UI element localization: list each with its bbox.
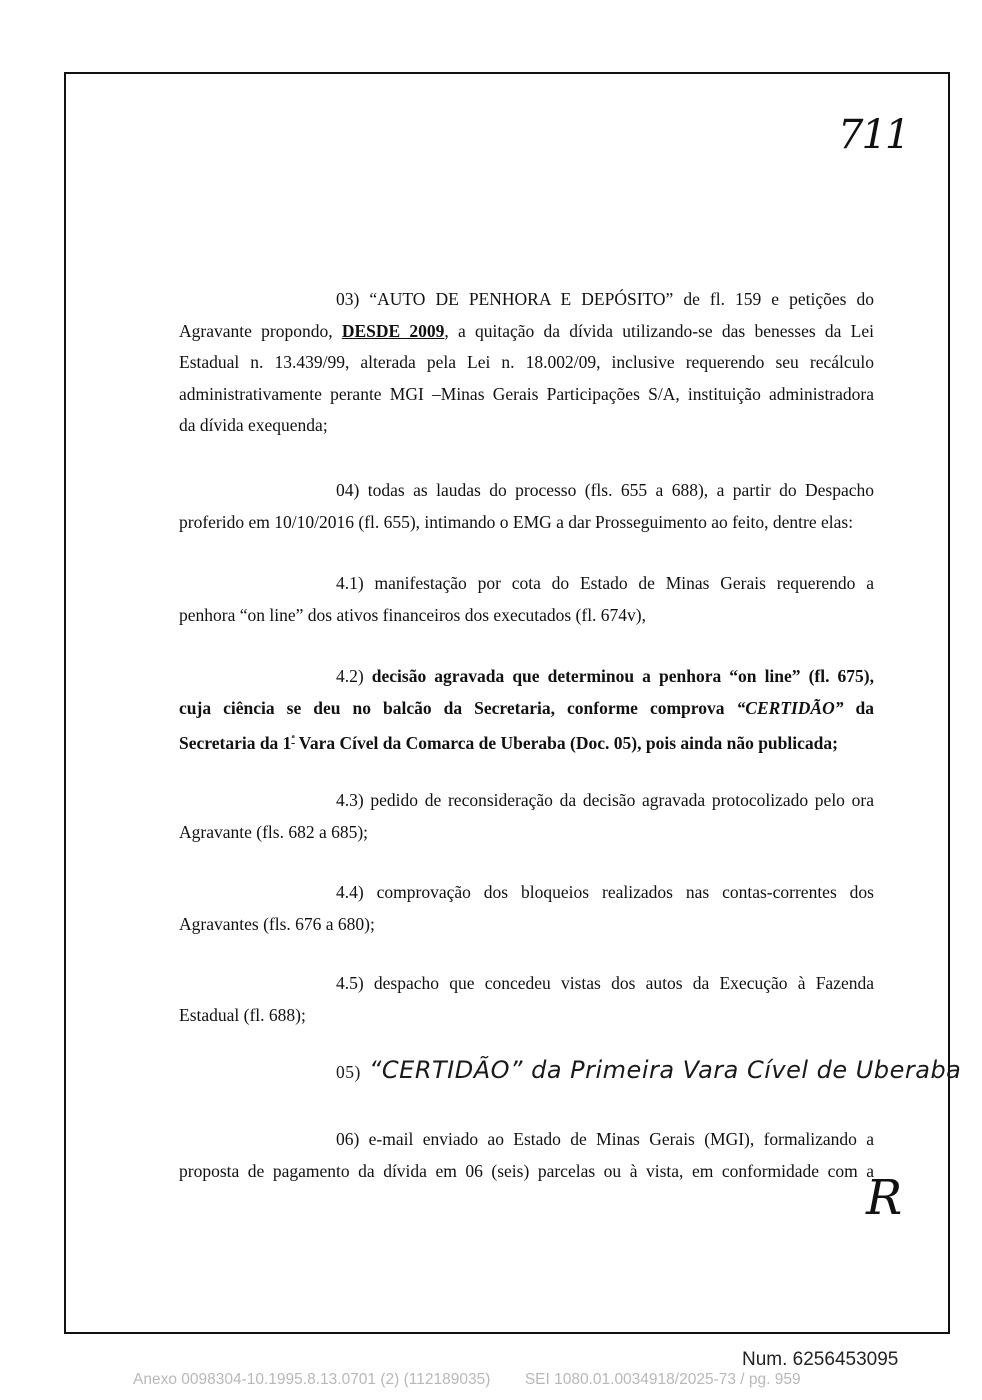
signature-initials: R <box>866 1170 903 1226</box>
paragraph-04-line-1: 04) todas as laudas do processo (fls. 655 a 688), a partir do Despacho <box>336 480 874 500</box>
paragraph-03-line-4: administrativamente perante MGI –Minas Gerais Participações S/A, instituição administradora <box>179 383 874 404</box>
paragraph-06-line-2: proposta de pagamento da dívida em 06 (seis) parcelas ou à vista, em conformidade com a <box>179 1160 874 1181</box>
page-border-right <box>948 72 950 1334</box>
page-border-left <box>64 72 66 1334</box>
paragraph-03-line-5: da dívida exequenda; <box>179 415 328 435</box>
paragraph-4-5 <box>179 968 874 1031</box>
paragraph-4-1 <box>179 568 874 631</box>
footer-metadata: Anexo 0098304-10.1995.8.13.0701 (2) (112189035) SEI 1080.01.0034918/2025-73 / pg. 959 <box>133 1371 801 1388</box>
paragraph-4-4-line-1: 4.4) comprovação dos bloqueios realizados nas contas-correntes dos <box>336 882 874 902</box>
paragraph-4-3-line-1: 4.3) pedido de reconsideração da decisão agravada protocolizado pelo ora <box>336 790 874 810</box>
paragraph-4-1-line-1: 4.1) manifestação por cota do Estado de Minas Gerais requerendo a <box>336 573 874 593</box>
paragraph-4-1-line-2: penhora “on line” dos ativos financeiros dos executados (fl. 674v), <box>179 604 647 625</box>
paragraph-06-line-1: 06) e-mail enviado ao Estado de Minas Gerais (MGI), formalizando a <box>336 1129 874 1149</box>
paragraph-4-3 <box>179 785 874 848</box>
paragraph-03 <box>179 284 874 442</box>
handwritten-folio-number: 711 <box>838 112 909 158</box>
paragraph-03-line-3: Estadual n. 13.439/99, alterada pela Lei n. 18.002/09, inclusive requerendo seu recálculo <box>179 352 874 372</box>
document-number: Num. 6256453095 <box>742 1349 899 1370</box>
paragraph-03-line-2: Agravante propondo, DESDE 2009, a quitação da dívida utilizando-se das benesses da Lei <box>179 320 874 341</box>
paragraph-4-2 <box>179 661 874 759</box>
paragraph-4-2-line-3: Secretaria da $1^ª$ Vara Cível da Comarca de Uberaba (Doc. 05), pois ainda não publicada; <box>179 732 838 753</box>
paragraph-04 <box>179 475 874 538</box>
since-2009-emphasis: DESDE 2009 <box>341 320 445 341</box>
paragraph-4-2-line-1: 4.2) decisão agravada que determinou a penhora “on line” (fl. 675), <box>336 666 874 686</box>
page-border-bottom <box>64 1332 950 1334</box>
paragraph-03-line-1: 03) “AUTO DE PENHORA E DEPÓSITO” de fl. 159 e petições do <box>336 289 874 309</box>
paragraph-04-line-2: proferido em 10/10/2016 (fl. 655), intimando o EMG a dar Prosseguimento ao feito, dentre elas: <box>179 511 854 532</box>
paragraph-4-2-line-2: cuja ciência se deu no balcão da Secretaria, conforme comprova “CERTIDÃO” da <box>179 697 875 718</box>
paragraph-06 <box>179 1124 874 1187</box>
paragraph-4-4-line-2: Agravantes (fls. 676 a 680); <box>179 913 375 934</box>
handwritten-certidao-note: “CERTIDÃO” da Primeira Vara Cível de Uberaba <box>368 1056 962 1084</box>
paragraph-4-5-line-1: 4.5) despacho que concedeu vistas dos autos da Execução à Fazenda <box>336 973 874 993</box>
paragraph-05-handwritten <box>336 1056 961 1084</box>
paragraph-4-3-line-2: Agravante (fls. 682 a 685); <box>179 821 369 842</box>
page-border-top <box>64 72 950 74</box>
paragraph-4-5-line-2: Estadual (fl. 688); <box>179 1004 306 1025</box>
paragraph-4-4 <box>179 877 874 940</box>
paragraph-05-number: 05) <box>336 1062 361 1082</box>
